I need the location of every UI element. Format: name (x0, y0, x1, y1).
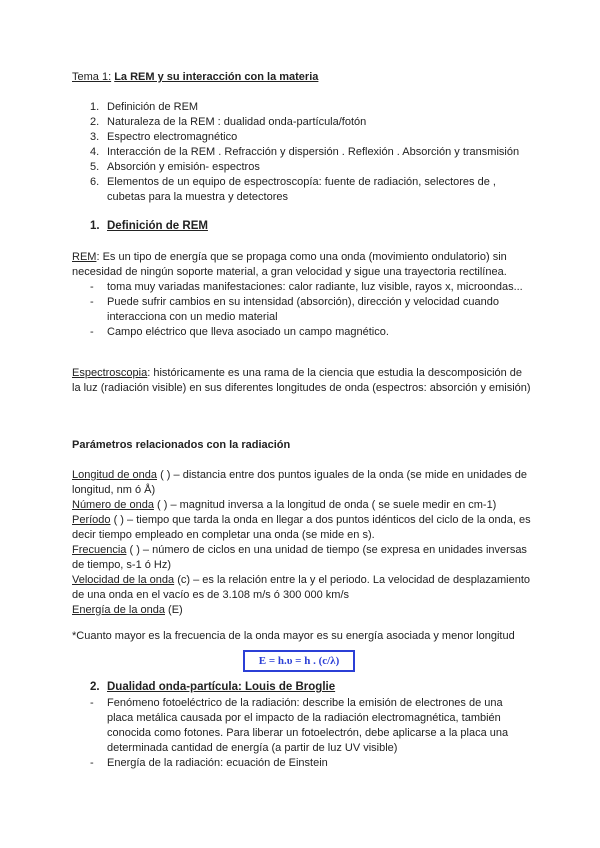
document-title (72, 70, 532, 85)
index-number: 2. (90, 116, 100, 128)
index-text: Naturaleza de la REM : dualidad onda-partícula/fotón (107, 116, 367, 128)
index-text: Elementos de un equipo de espectroscopía: fuente de radiación, selectores de , cubetas para la muestra y detectores (107, 176, 496, 203)
param-item (72, 543, 532, 573)
bullet-text: toma muy variadas manifestaciones: calor radiante, luz visible, rayos x, microondas... (107, 281, 523, 293)
bullet-item (90, 325, 530, 340)
param-text: (c) – es la relación entre la y el periodo. La velocidad de desplazamiento de una onda en el vacío es de 3.108 m/s ó 300 000 km/s (72, 574, 531, 601)
rem-text: : Es un tipo de energía que se propaga como una onda (movimiento ondulatorio) sin necesidad de ningún soporte material, a gran velocidad y sigue una trayectoria rectilínea. (72, 251, 507, 278)
dash-bullet: - (90, 281, 94, 293)
rem-bullets (90, 280, 530, 340)
rem-definition (72, 250, 532, 280)
index-item (90, 130, 530, 145)
param-term: Velocidad de la onda (72, 574, 175, 586)
index-item (90, 115, 530, 130)
section2-bullets (90, 696, 530, 771)
param-term: Número de onda (72, 499, 154, 511)
param-item (72, 498, 532, 513)
index-item (90, 175, 530, 205)
title-text: La REM y su interacción con la materia (114, 71, 319, 83)
title-prefix: Tema 1: (72, 71, 112, 83)
bullet-item (90, 696, 530, 756)
param-item (72, 603, 532, 618)
dash-bullet: - (90, 326, 94, 338)
index-number: 1. (90, 101, 100, 113)
param-text: ( ) – tiempo que tarda la onda en llegar a dos puntos idénticos del ciclo de la onda, es decir tiempo empleado en completar una onda (se mide en s). (72, 514, 531, 541)
section-title: Dualidad onda-partícula: Louis de Broglie (107, 681, 336, 693)
param-term: Frecuencia (72, 544, 127, 556)
espectroscopia-text: : históricamente es una rama de la ciencia que estudia la descomposición de la luz (radiación visible) en sus diferentes longitudes de onda (espectros: absorción y emisión) (72, 367, 531, 394)
index-text: Definición de REM (107, 101, 199, 113)
bullet-text: Energía de la radiación: ecuación de Einstein (107, 757, 328, 769)
param-text: (E) (164, 604, 183, 616)
bullet-text: Campo eléctrico que lleva asociado un campo magnético. (107, 326, 389, 338)
index-text: Interacción de la REM . Refracción y dispersión . Reflexión . Absorción y transmisión (107, 146, 520, 158)
index-item (90, 160, 530, 175)
param-text: ( ) – distancia entre dos puntos iguales de la onda (se mide en unidades de longitud, nm ó Å) (72, 469, 527, 496)
section-title: Definición de REM (107, 220, 208, 232)
bullet-item (90, 756, 530, 771)
section1-heading (90, 219, 208, 234)
energy-formula: E = h.υ = h . (c/λ) (243, 650, 355, 672)
espectroscopia-term: Espectroscopia (72, 367, 148, 379)
espectroscopia-definition (72, 366, 532, 396)
param-text: ( ) – número de ciclos en una unidad de tiempo (se expresa en unidades inversas de tiempo, s-1 ó Hz) (72, 544, 527, 571)
topic-index (90, 100, 530, 205)
index-text: Espectro electromagnético (107, 131, 238, 143)
index-item (90, 100, 530, 115)
index-item (90, 145, 530, 160)
params-heading: Parámetros relacionados con la radiación (72, 439, 291, 451)
frequency-note: *Cuanto mayor es la frecuencia de la onda mayor es su energía asociada y menor longitud (72, 630, 515, 642)
param-item (72, 513, 532, 543)
section-number: 1. (90, 220, 100, 232)
dash-bullet: - (90, 296, 94, 308)
param-text: ( ) – magnitud inversa a la longitud de onda ( se suele medir en cm-1) (153, 499, 497, 511)
section2-heading (90, 680, 335, 695)
param-term: Energía de la onda (72, 604, 165, 616)
index-number: 6. (90, 176, 100, 188)
bullet-text: Puede sufrir cambios en su intensidad (absorción), dirección y velocidad cuando interacciona con un medio material (107, 296, 499, 323)
params-list (72, 468, 532, 618)
param-term: Longitud de onda (72, 469, 158, 481)
dash-bullet: - (90, 757, 94, 769)
param-item (72, 468, 532, 498)
param-term: Período (72, 514, 111, 526)
dash-bullet: - (90, 697, 94, 709)
index-number: 4. (90, 146, 100, 158)
bullet-item (90, 280, 530, 295)
bullet-text: Fenómeno fotoeléctrico de la radiación: describe la emisión de electrones de una placa metálica causada por el impacto de la radiación electromagnética, también conocida como fotones. Para liberar un fotoelectrón, debe aplicarse a la placa una determinada cantidad de energía (a partir de luz UV visible) (107, 697, 509, 754)
index-number: 3. (90, 131, 100, 143)
rem-term: REM (72, 251, 97, 263)
section-number: 2. (90, 681, 100, 693)
index-number: 5. (90, 161, 100, 173)
index-text: Absorción y emisión- espectros (107, 161, 260, 173)
bullet-item (90, 295, 530, 325)
param-item (72, 573, 532, 603)
